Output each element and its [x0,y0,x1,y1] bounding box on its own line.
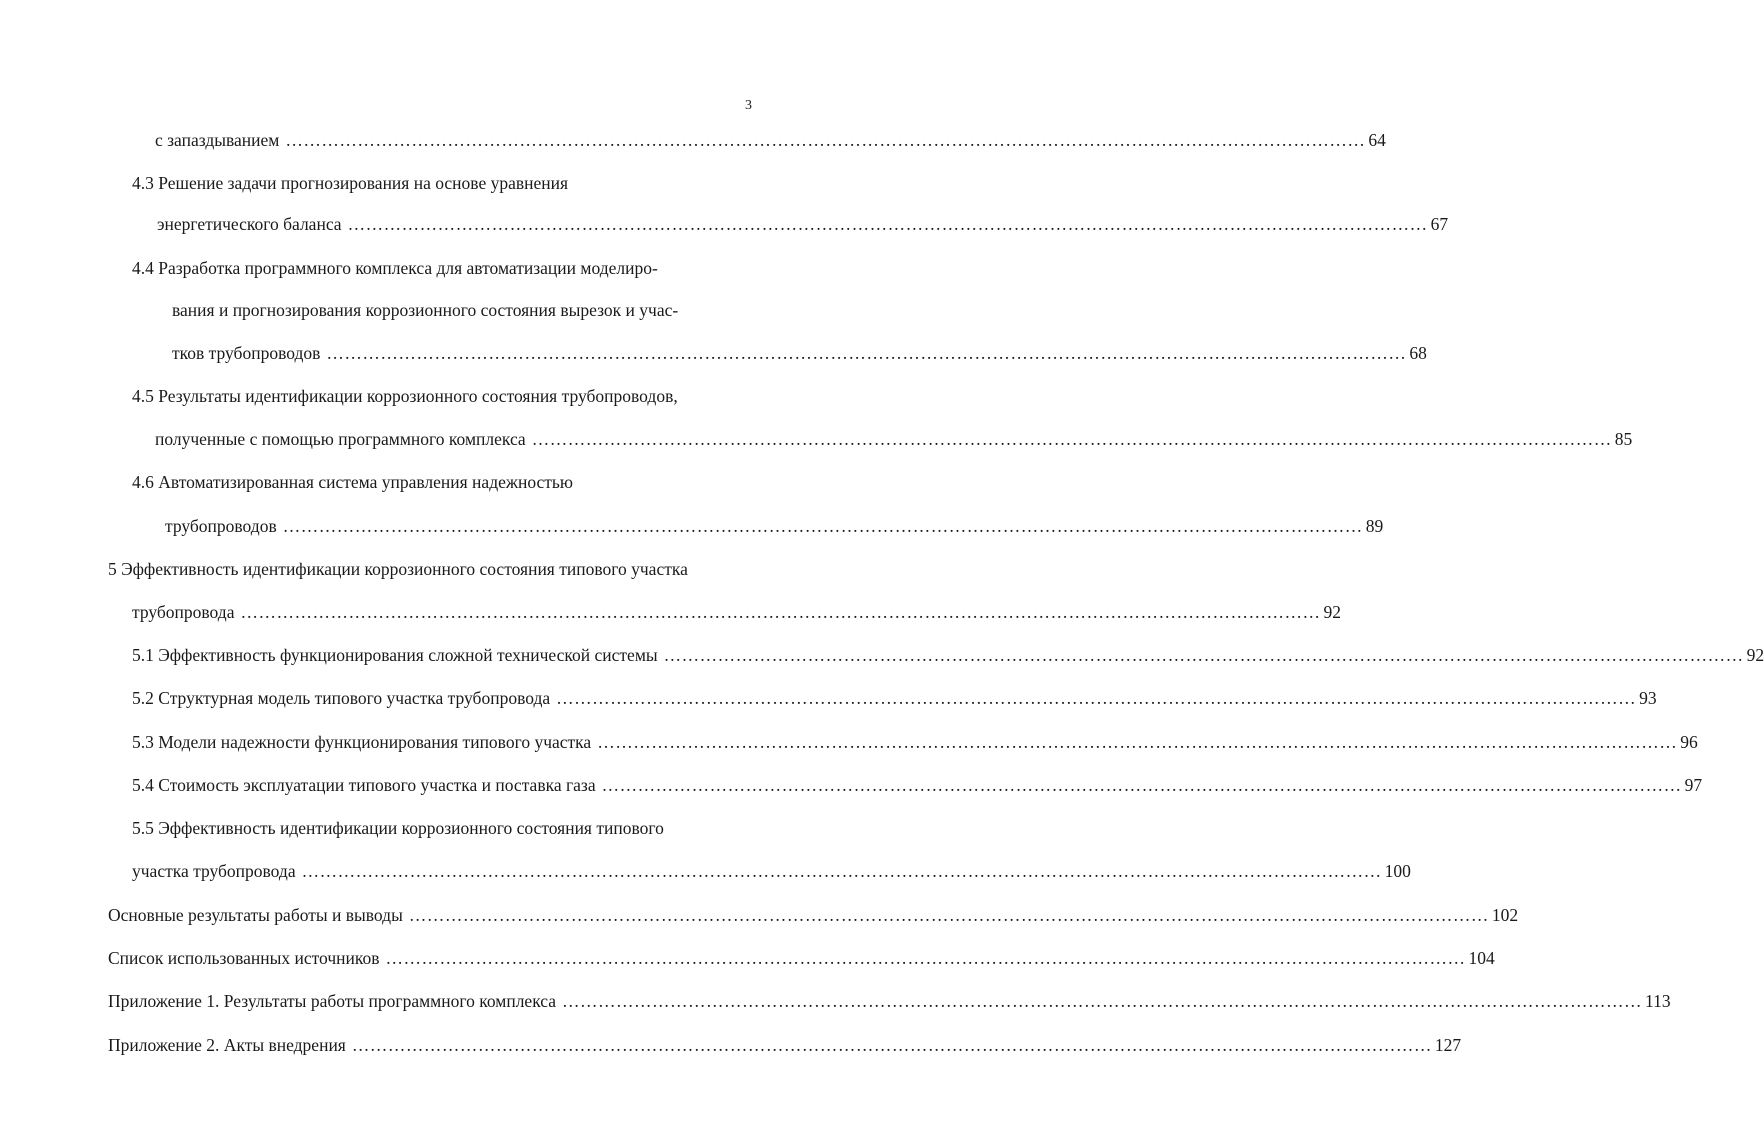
toc-entry-4-3-title: 4.3 Решение задачи прогнозирования на основе уравнения [132,173,569,193]
toc-page-number: 100 [1384,861,1411,881]
leader-dots: ……………………………………………………………………………………………………………………………………………………………… [347,214,1428,234]
toc-entry-text: 5.3 Модели надежности функционирования типового участка [132,732,592,752]
leader-dots: ……………………………………………………………………………………………………………………………………………………………… [240,602,1321,622]
toc-entry-text: тков трубопроводов [172,343,321,363]
toc-entry-text: 5.4 Стоимость эксплуатации типового участка и поставка газа [132,775,596,795]
toc-entry-5-5 [132,861,1411,881]
toc-entry-text: трубопровода [132,602,235,622]
leader-dots: ……………………………………………………………………………………………………………………………………………………………… [408,905,1489,925]
leader-dots: ……………………………………………………………………………………………………………………………………………………………… [556,688,1637,708]
toc-entry-text: с запаздыванием [155,130,280,150]
toc-page-number: 92 [1323,602,1341,622]
toc-page-number: 64 [1368,130,1386,150]
toc-entry-4-4-title: 4.4 Разработка программного комплекса для автоматизации моделиро- [132,258,658,278]
leader-dots: ……………………………………………………………………………………………………………………………………………………………… [597,732,1678,752]
page-number: 3 [745,98,752,113]
toc-entry-text: Основные результаты работы и выводы [108,905,403,925]
toc-entry-4-4 [172,343,1427,363]
toc-entry-5 [132,602,1341,622]
toc-entry-text: энергетического баланса [157,214,342,234]
leader-dots: ……………………………………………………………………………………………………………………………………………………………… [301,861,1382,881]
toc-entry-4-5-title: 4.5 Результаты идентификации коррозионного состояния трубопроводов, [132,386,678,406]
toc-entry-appendix-1 [108,991,1671,1011]
toc-entry-5-3 [132,732,1698,752]
toc-entry-text: трубопроводов [165,516,277,536]
leader-dots: ……………………………………………………………………………………………………………………………………………………………… [531,429,1612,449]
toc-entry-references [108,948,1495,968]
toc-entry-5-1 [132,645,1764,665]
toc-entry-text: Приложение 1. Результаты работы программного комплекса [108,991,557,1011]
toc-entry-4-6 [165,516,1384,536]
toc-page-number: 92 [1746,645,1764,665]
toc-page-number: 97 [1684,775,1703,795]
toc-entry-text: Приложение 2. Акты внедрения [108,1035,346,1055]
leader-dots: ……………………………………………………………………………………………………………………………………………………………… [663,645,1744,665]
toc-page-number: 68 [1409,343,1427,363]
toc-page-number: 67 [1430,214,1449,234]
leader-dots: ……………………………………………………………………………………………………………………………………………………………… [385,948,1466,968]
toc-entry-text: 5.1 Эффективность функционирования сложной технической системы [132,645,658,665]
toc-entry-text: Список использованных источников [108,948,380,968]
toc-entry-4-3 [157,214,1449,234]
toc-entry-text: участка трубопровода [132,861,296,881]
leader-dots: ……………………………………………………………………………………………………………………………………………………………… [285,130,1366,150]
toc-entry-5-2 [132,688,1657,708]
toc-page-number: 85 [1614,429,1633,449]
toc-entry-4-6-title: 4.6 Автоматизированная система управления надежностью [132,472,573,492]
toc-entry-5-5-title: 5.5 Эффективность идентификации коррозионного состояния типового [132,818,664,838]
toc-page-number: 127 [1434,1035,1462,1055]
leader-dots: ……………………………………………………………………………………………………………………………………………………………… [601,775,1682,795]
leader-dots: ……………………………………………………………………………………………………………………………………………………………… [326,343,1407,363]
toc-entry-5-title: 5 Эффективность идентификации коррозионного состояния типового участка [108,559,688,579]
toc-page-number: 102 [1491,905,1519,925]
leader-dots: ……………………………………………………………………………………………………………………………………………………………… [282,516,1363,536]
toc-page-number: 96 [1680,732,1698,752]
leader-dots: ……………………………………………………………………………………………………………………………………………………………… [562,991,1643,1011]
leader-dots: ……………………………………………………………………………………………………………………………………………………………… [351,1035,1432,1055]
toc-entry-appendix-2 [108,1035,1462,1055]
toc-entry-5-4 [132,775,1703,795]
toc-entry-results [108,905,1519,925]
toc-entry-4-5 [155,429,1633,449]
toc-entry-4-2-end [155,130,1386,150]
toc-entry-text: полученные с помощью программного комплекса [155,429,526,449]
toc-page-number: 104 [1468,948,1495,968]
toc-page-number: 89 [1365,516,1384,536]
toc-page-number: 113 [1645,991,1671,1011]
toc-page-number: 93 [1639,688,1657,708]
toc-entry-text: 5.2 Структурная модель типового участка трубопровода [132,688,551,708]
toc-entry-4-4-title-cont: вания и прогнозирования коррозионного состояния вырезок и учас- [172,300,679,320]
